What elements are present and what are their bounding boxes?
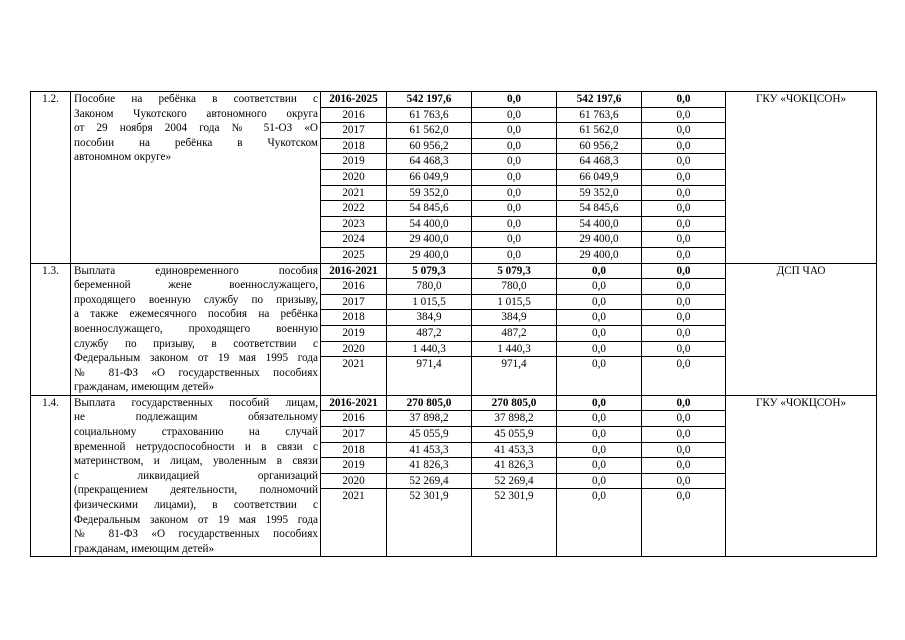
okrug-value-column bbox=[557, 263, 642, 395]
federal-value-cell: 45 055,9 bbox=[472, 427, 556, 443]
year-column bbox=[321, 92, 387, 264]
other-value-cell: 0,0 bbox=[676, 248, 691, 261]
total-value-column bbox=[387, 92, 472, 264]
federal-value-column bbox=[472, 92, 557, 264]
description-line: Пособие на ребёнка в соответствии с bbox=[74, 93, 318, 105]
description-line: а также ежемесячного пособия на ребёнка bbox=[74, 308, 318, 321]
total-value-cell: 1 440,3 bbox=[387, 342, 471, 358]
okrug-value-cell: 0,0 bbox=[557, 411, 641, 427]
total-value-cell: 66 049,9 bbox=[387, 170, 471, 186]
total-value-cell: 270 805,0 bbox=[387, 396, 471, 412]
total-value-cell: 542 197,6 bbox=[387, 92, 471, 108]
okrug-value-cell: 0,0 bbox=[557, 458, 641, 474]
total-value-cell: 45 055,9 bbox=[387, 427, 471, 443]
federal-value-cell: 41 453,3 bbox=[472, 443, 556, 459]
year-cell: 2021 bbox=[342, 490, 365, 503]
okrug-value-cell: 0,0 bbox=[557, 474, 641, 490]
federal-value-column bbox=[472, 263, 557, 395]
year-cell: 2023 bbox=[321, 217, 386, 233]
description-line: Федеральным законом от 19 мая 1995 года bbox=[74, 352, 318, 365]
total-value-cell: 54 400,0 bbox=[387, 217, 471, 233]
okrug-value-cell: 0,0 bbox=[557, 326, 641, 342]
description-line: военнослужащего, проходящего военную bbox=[74, 322, 318, 335]
other-value-cell: 0,0 bbox=[642, 326, 725, 342]
federal-value-cell: 0,0 bbox=[507, 248, 521, 261]
total-value-cell: 61 562,0 bbox=[387, 123, 471, 139]
other-value-cell: 0,0 bbox=[642, 427, 725, 443]
year-cell: 2018 bbox=[321, 139, 386, 155]
total-value-column bbox=[387, 395, 472, 557]
other-value-cell: 0,0 bbox=[642, 139, 725, 155]
okrug-value-cell: 0,0 bbox=[557, 443, 641, 459]
okrug-value-cell: 54 400,0 bbox=[557, 217, 641, 233]
okrug-value-cell: 0,0 bbox=[557, 295, 641, 311]
year-cell: 2024 bbox=[321, 232, 386, 248]
okrug-value-cell: 542 197,6 bbox=[557, 92, 641, 108]
year-cell: 2016 bbox=[321, 279, 386, 295]
federal-value-cell: 37 898,2 bbox=[472, 411, 556, 427]
other-value-column bbox=[642, 395, 726, 557]
other-value-cell: 0,0 bbox=[642, 342, 725, 358]
okrug-value-cell: 0,0 bbox=[592, 358, 606, 371]
description-line: временной нетрудоспособности и в связи с bbox=[74, 440, 318, 453]
executor-cell: ГКУ «ЧОКЦСОН» bbox=[726, 395, 877, 557]
year-cell: 2021 bbox=[342, 358, 365, 371]
federal-value-cell: 52 301,9 bbox=[494, 490, 534, 503]
federal-value-cell: 0,0 bbox=[472, 154, 556, 170]
description-line: Законом Чукотского автономного округа bbox=[74, 107, 318, 120]
row-number: 1.2. bbox=[31, 92, 71, 264]
row-number: 1.4. bbox=[31, 395, 71, 557]
okrug-value-column bbox=[557, 395, 642, 557]
description-line: Выплата единовременного пособия bbox=[74, 264, 318, 277]
year-column bbox=[321, 263, 387, 395]
federal-value-cell: 1 440,3 bbox=[472, 342, 556, 358]
federal-value-column bbox=[472, 395, 557, 557]
federal-value-cell: 780,0 bbox=[472, 279, 556, 295]
measure-description bbox=[71, 263, 321, 395]
total-value-cell: 487,2 bbox=[387, 326, 471, 342]
description-line: от 29 ноября 2004 года № 51-ОЗ «О bbox=[74, 122, 318, 135]
description-line: проходящего военную службу по призыву, bbox=[74, 293, 318, 306]
total-value-cell: 61 763,6 bbox=[387, 108, 471, 124]
year-cell: 2022 bbox=[321, 201, 386, 217]
year-cell: 2021 bbox=[321, 186, 386, 202]
okrug-value-cell: 66 049,9 bbox=[557, 170, 641, 186]
table-row bbox=[31, 92, 877, 264]
okrug-value-cell: 0,0 bbox=[557, 310, 641, 326]
description-line: (прекращением деятельности, полномочий bbox=[74, 484, 318, 497]
description-line: гражданам, имеющим детей» bbox=[74, 542, 215, 555]
year-cell: 2019 bbox=[321, 458, 386, 474]
other-value-cell: 0,0 bbox=[642, 264, 725, 280]
year-column bbox=[321, 395, 387, 557]
total-value-cell: 52 301,9 bbox=[409, 490, 449, 503]
okrug-value-column bbox=[557, 92, 642, 264]
other-value-cell: 0,0 bbox=[642, 458, 725, 474]
executor-cell: ГКУ «ЧОКЦСОН» bbox=[726, 92, 877, 264]
federal-value-cell: 0,0 bbox=[472, 201, 556, 217]
description-line: социальному страхованию на случай bbox=[74, 426, 318, 439]
total-value-cell: 780,0 bbox=[387, 279, 471, 295]
other-value-cell: 0,0 bbox=[642, 232, 725, 248]
okrug-value-cell: 61 562,0 bbox=[557, 123, 641, 139]
description-line: материнством, и лицам, уволенным в связи bbox=[74, 455, 318, 468]
federal-value-cell: 0,0 bbox=[472, 217, 556, 233]
okrug-value-cell: 0,0 bbox=[557, 279, 641, 295]
other-value-cell: 0,0 bbox=[642, 201, 725, 217]
description-line: автономном округе» bbox=[74, 151, 172, 164]
total-value-column bbox=[387, 263, 472, 395]
okrug-value-cell: 0,0 bbox=[557, 427, 641, 443]
other-value-cell: 0,0 bbox=[676, 358, 691, 371]
description-line: пособии на ребёнка в Чукотском bbox=[74, 136, 318, 149]
total-value-cell: 54 845,6 bbox=[387, 201, 471, 217]
total-value-cell: 29 400,0 bbox=[387, 232, 471, 248]
description-line: Федеральным законом от 19 мая 1995 года bbox=[74, 513, 318, 526]
other-value-cell: 0,0 bbox=[676, 490, 691, 503]
description-line: Выплата государственных пособий лицам, bbox=[74, 396, 318, 409]
other-value-column bbox=[642, 92, 726, 264]
other-value-cell: 0,0 bbox=[642, 154, 725, 170]
okrug-value-cell: 0,0 bbox=[557, 342, 641, 358]
year-cell: 2020 bbox=[321, 342, 386, 358]
row-number: 1.3. bbox=[31, 263, 71, 395]
okrug-value-cell: 59 352,0 bbox=[557, 186, 641, 202]
okrug-value-cell: 0,0 bbox=[592, 490, 606, 503]
table-row bbox=[31, 395, 877, 557]
total-value-cell: 64 468,3 bbox=[387, 154, 471, 170]
total-value-cell: 37 898,2 bbox=[387, 411, 471, 427]
other-value-cell: 0,0 bbox=[642, 92, 725, 108]
other-value-cell: 0,0 bbox=[642, 411, 725, 427]
federal-value-cell: 0,0 bbox=[472, 92, 556, 108]
federal-value-cell: 1 015,5 bbox=[472, 295, 556, 311]
other-value-cell: 0,0 bbox=[642, 474, 725, 490]
federal-value-cell: 0,0 bbox=[472, 186, 556, 202]
federal-value-cell: 5 079,3 bbox=[472, 264, 556, 280]
year-cell: 2016 bbox=[321, 108, 386, 124]
okrug-value-cell: 61 763,6 bbox=[557, 108, 641, 124]
total-value-cell: 52 269,4 bbox=[387, 474, 471, 490]
federal-value-cell: 487,2 bbox=[472, 326, 556, 342]
okrug-value-cell: 29 400,0 bbox=[579, 248, 619, 261]
description-line: с ликвидацией организаций bbox=[74, 469, 318, 482]
other-value-cell: 0,0 bbox=[642, 170, 725, 186]
executor-cell: ДСП ЧАО bbox=[726, 263, 877, 395]
other-value-cell: 0,0 bbox=[642, 310, 725, 326]
other-value-cell: 0,0 bbox=[642, 186, 725, 202]
year-cell: 2025 bbox=[342, 248, 365, 261]
description-line: № 81-ФЗ «О государственных пособиях bbox=[74, 528, 318, 541]
total-value-cell: 5 079,3 bbox=[387, 264, 471, 280]
year-cell: 2016-2025 bbox=[321, 92, 386, 108]
year-cell: 2017 bbox=[321, 295, 386, 311]
federal-value-cell: 0,0 bbox=[472, 139, 556, 155]
federal-value-cell: 384,9 bbox=[472, 310, 556, 326]
federal-value-cell: 52 269,4 bbox=[472, 474, 556, 490]
year-cell: 2017 bbox=[321, 123, 386, 139]
okrug-value-cell: 54 845,6 bbox=[557, 201, 641, 217]
measure-description bbox=[71, 92, 321, 264]
table-body bbox=[31, 92, 877, 557]
description-line: беременной жене военнослужащего, bbox=[74, 279, 318, 292]
other-value-cell: 0,0 bbox=[642, 279, 725, 295]
okrug-value-cell: 29 400,0 bbox=[557, 232, 641, 248]
federal-value-cell: 0,0 bbox=[472, 232, 556, 248]
okrug-value-cell: 64 468,3 bbox=[557, 154, 641, 170]
other-value-cell: 0,0 bbox=[642, 108, 725, 124]
okrug-value-cell: 60 956,2 bbox=[557, 139, 641, 155]
other-value-cell: 0,0 bbox=[642, 217, 725, 233]
description-line: не подлежащим обязательному bbox=[74, 411, 318, 424]
other-value-cell: 0,0 bbox=[642, 295, 725, 311]
total-value-cell: 971,4 bbox=[416, 358, 442, 371]
total-value-cell: 59 352,0 bbox=[387, 186, 471, 202]
federal-value-cell: 971,4 bbox=[501, 358, 527, 371]
year-cell: 2020 bbox=[321, 170, 386, 186]
other-value-cell: 0,0 bbox=[642, 396, 725, 412]
total-value-cell: 384,9 bbox=[387, 310, 471, 326]
measure-description bbox=[71, 395, 321, 557]
year-cell: 2020 bbox=[321, 474, 386, 490]
program-table bbox=[30, 91, 877, 557]
year-cell: 2016-2021 bbox=[321, 396, 386, 412]
total-value-cell: 29 400,0 bbox=[409, 248, 449, 261]
federal-value-cell: 41 826,3 bbox=[472, 458, 556, 474]
other-value-column bbox=[642, 263, 726, 395]
table-row bbox=[31, 263, 877, 395]
year-cell: 2019 bbox=[321, 326, 386, 342]
total-value-cell: 41 453,3 bbox=[387, 443, 471, 459]
total-value-cell: 41 826,3 bbox=[387, 458, 471, 474]
federal-value-cell: 0,0 bbox=[472, 170, 556, 186]
total-value-cell: 1 015,5 bbox=[387, 295, 471, 311]
year-cell: 2018 bbox=[321, 310, 386, 326]
description-line: службу по призыву, в соответствии с bbox=[74, 337, 318, 350]
description-line: № 81-ФЗ «О государственных пособиях bbox=[74, 366, 318, 379]
federal-value-cell: 270 805,0 bbox=[472, 396, 556, 412]
year-cell: 2019 bbox=[321, 154, 386, 170]
year-cell: 2017 bbox=[321, 427, 386, 443]
total-value-cell: 60 956,2 bbox=[387, 139, 471, 155]
federal-value-cell: 0,0 bbox=[472, 108, 556, 124]
okrug-value-cell: 0,0 bbox=[557, 264, 641, 280]
okrug-value-cell: 0,0 bbox=[557, 396, 641, 412]
year-cell: 2018 bbox=[321, 443, 386, 459]
other-value-cell: 0,0 bbox=[642, 443, 725, 459]
other-value-cell: 0,0 bbox=[642, 123, 725, 139]
year-cell: 2016 bbox=[321, 411, 386, 427]
federal-value-cell: 0,0 bbox=[472, 123, 556, 139]
year-cell: 2016-2021 bbox=[321, 264, 386, 280]
description-line: гражданам, имеющим детей» bbox=[74, 381, 215, 394]
description-line: физическими лицами), в соответствии с bbox=[74, 499, 318, 512]
